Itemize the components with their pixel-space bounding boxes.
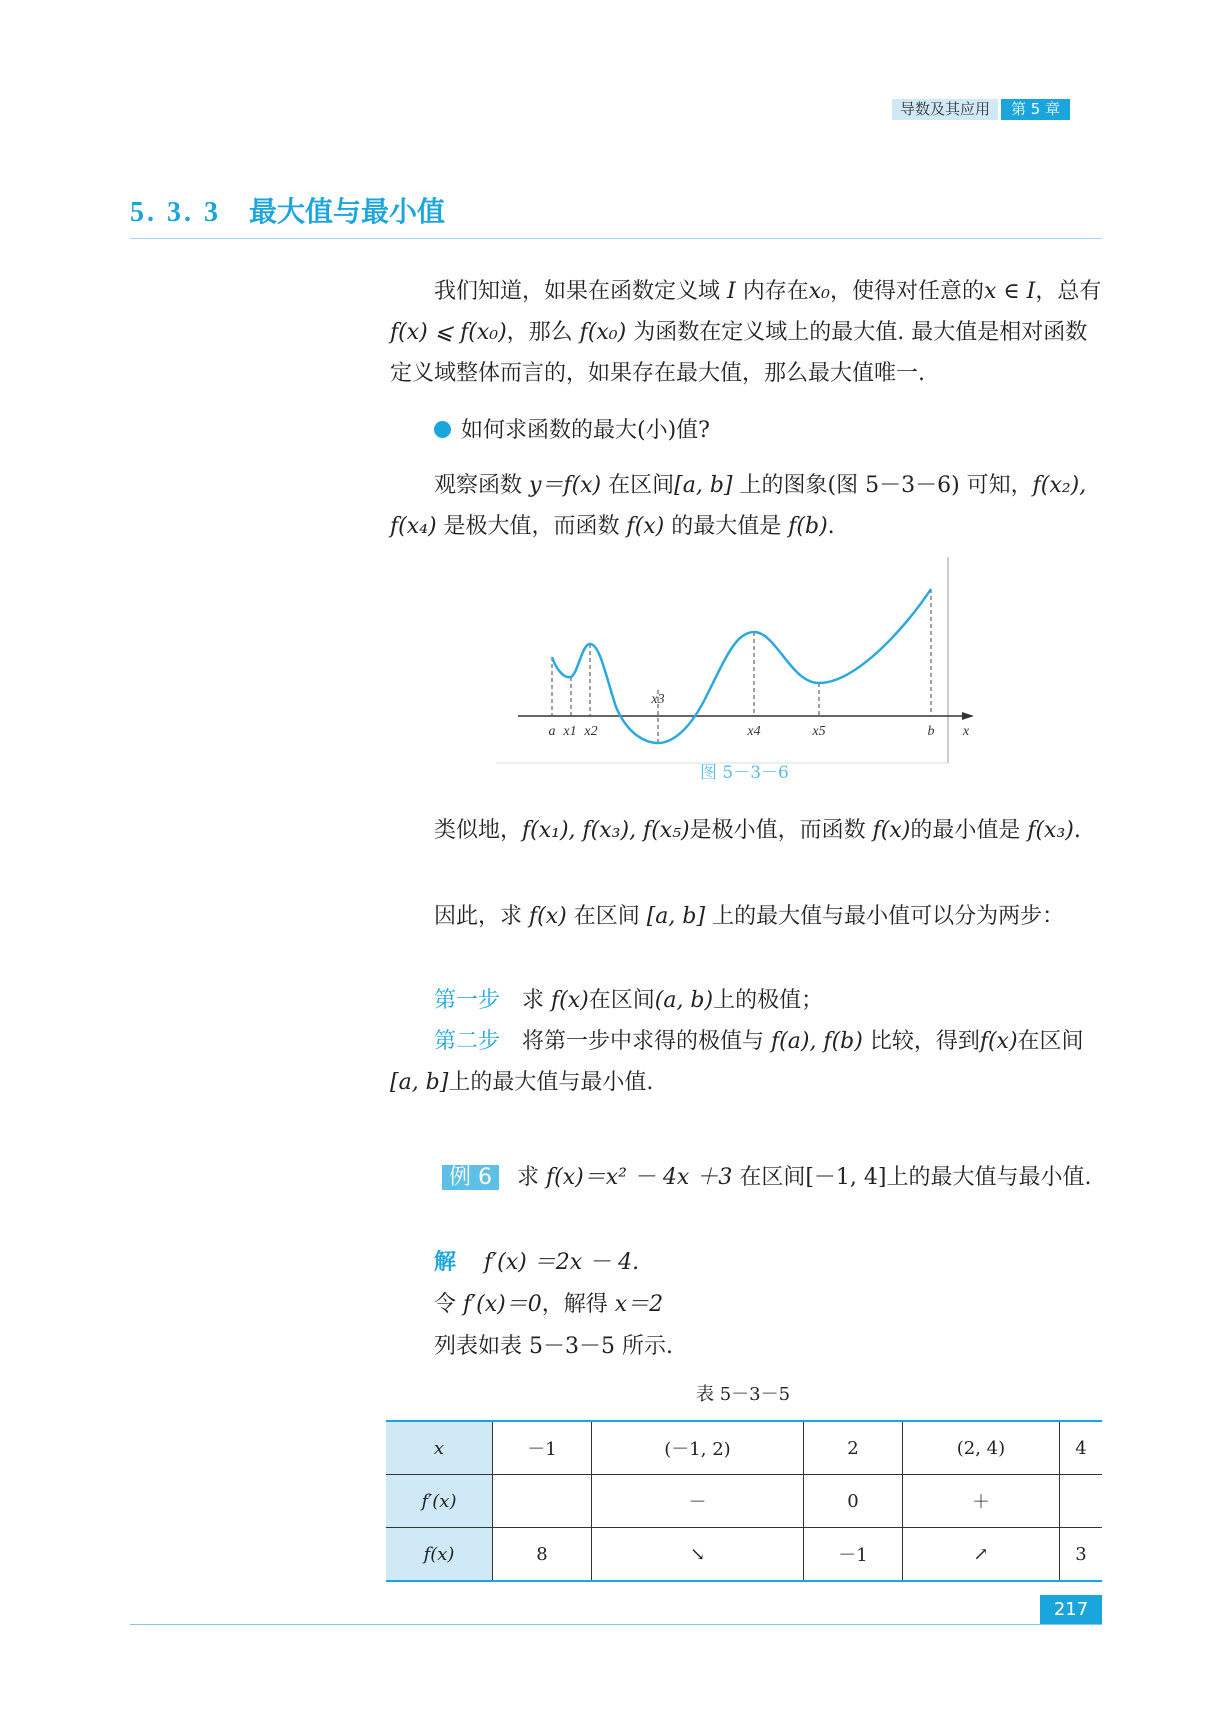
example-statement: 例 6 求 f(x)＝x² － 4x ＋3 在区间[－1, 4]上的最大值与最小值. <box>390 1157 1102 1198</box>
label-x5: x5 <box>812 724 826 739</box>
footer-rule <box>130 1624 1102 1625</box>
step-one-label: 第一步 <box>434 988 501 1013</box>
table-cell: 2 <box>803 1421 902 1475</box>
label-x4: x4 <box>747 724 761 739</box>
table-row <box>386 1421 1102 1475</box>
chapter-header <box>892 99 1070 120</box>
table-cell: f(x) <box>386 1528 493 1582</box>
table-row <box>386 1475 1102 1528</box>
table-cell: 0 <box>803 1475 902 1528</box>
table-cell: ↗ <box>902 1528 1059 1582</box>
solution-label: 解 <box>434 1249 457 1275</box>
therefore-paragraph: 因此，求 f(x) 在区间 [a, b] 上的最大值与最小值可以分为两步： <box>434 904 1065 929</box>
axis-label-x: x <box>962 724 970 739</box>
table-cell: (2, 4) <box>902 1421 1059 1475</box>
label-b: b <box>927 724 935 739</box>
chapter-number: 第 5 章 <box>1001 99 1070 120</box>
label-x2: x2 <box>584 724 598 739</box>
step-one: 第一步 求 f(x)在区间(a, b)上的极值； <box>434 988 824 1013</box>
step-two-label: 第二步 <box>434 1029 501 1054</box>
question-line: 如何求函数的最大(小)值? <box>434 410 1102 451</box>
title-rule <box>130 238 1102 239</box>
label-x3: x3 <box>651 692 665 707</box>
solution-line-3: 列表如表 5－3－5 所示. <box>434 1334 673 1359</box>
table-cell <box>1059 1475 1102 1528</box>
observe-paragraph: 观察函数 y＝f(x) 在区间[a, b] 上的图象(图 5－3－6) 可知，f(x₂), f(x₄) 是极大值，而函数 f(x) 的最大值是 f(b). <box>390 473 1087 539</box>
table-cell: f′(x) <box>386 1475 493 1528</box>
similar-paragraph: 类似地，f(x₁), f(x₃), f(x₅)是极小值，而函数 f(x)的最小值是 f(x₃). <box>434 818 1081 843</box>
table-cell: －1 <box>803 1528 902 1582</box>
x-axis-arrow-icon <box>962 712 974 720</box>
table-cell: － <box>592 1475 804 1528</box>
table-caption: 表 5－3－5 <box>696 1384 791 1405</box>
section-title <box>130 190 445 230</box>
section-number: 5. 3. 3 <box>130 197 221 228</box>
example-badge: 例 6 <box>442 1165 499 1190</box>
table-cell: ＋ <box>902 1475 1059 1528</box>
section-title-text: 最大值与最小值 <box>249 195 446 228</box>
label-x1: x1 <box>563 724 577 739</box>
solution-line-2: 令 f′(x)＝0，解得 x＝2 <box>434 1292 664 1317</box>
table-cell: (－1, 2) <box>592 1421 804 1475</box>
function-curve <box>552 589 931 743</box>
label-a: a <box>548 724 556 739</box>
table-cell: －1 <box>493 1421 592 1475</box>
table-cell <box>493 1475 592 1528</box>
table-cell: 4 <box>1059 1421 1102 1475</box>
table-cell: x <box>386 1421 493 1475</box>
intro-paragraph: 我们知道，如果在函数定义域 I 内存在x₀，使得对任意的x ∈ I，总有 f(x) ⩽ f(x₀)，那么 f(x₀) 为函数在定义域上的最大值. 最大值是相对函数定义域整体而言的，如果存在最大值，那么最大值唯一. <box>390 279 1102 386</box>
table-cell: 3 <box>1059 1528 1102 1582</box>
chapter-name: 导数及其应用 <box>892 99 998 120</box>
solution-line-1: 解 f′(x) ＝2x － 4. <box>434 1249 640 1275</box>
table-row <box>386 1528 1102 1582</box>
page-number: 217 <box>1040 1595 1102 1624</box>
figure-caption: 图 5－3－6 <box>700 763 789 783</box>
step-two: 第二步 将第一步中求得的极值与 f(a), f(b) 比较，得到f(x)在区间[a, b]上的最大值与最小值. <box>390 1029 1084 1095</box>
function-graph-figure <box>496 557 994 767</box>
table-cell: 8 <box>493 1528 592 1582</box>
table-cell: ↘ <box>592 1528 804 1582</box>
bullet-dot-icon <box>434 421 451 438</box>
sign-table <box>386 1420 1102 1582</box>
